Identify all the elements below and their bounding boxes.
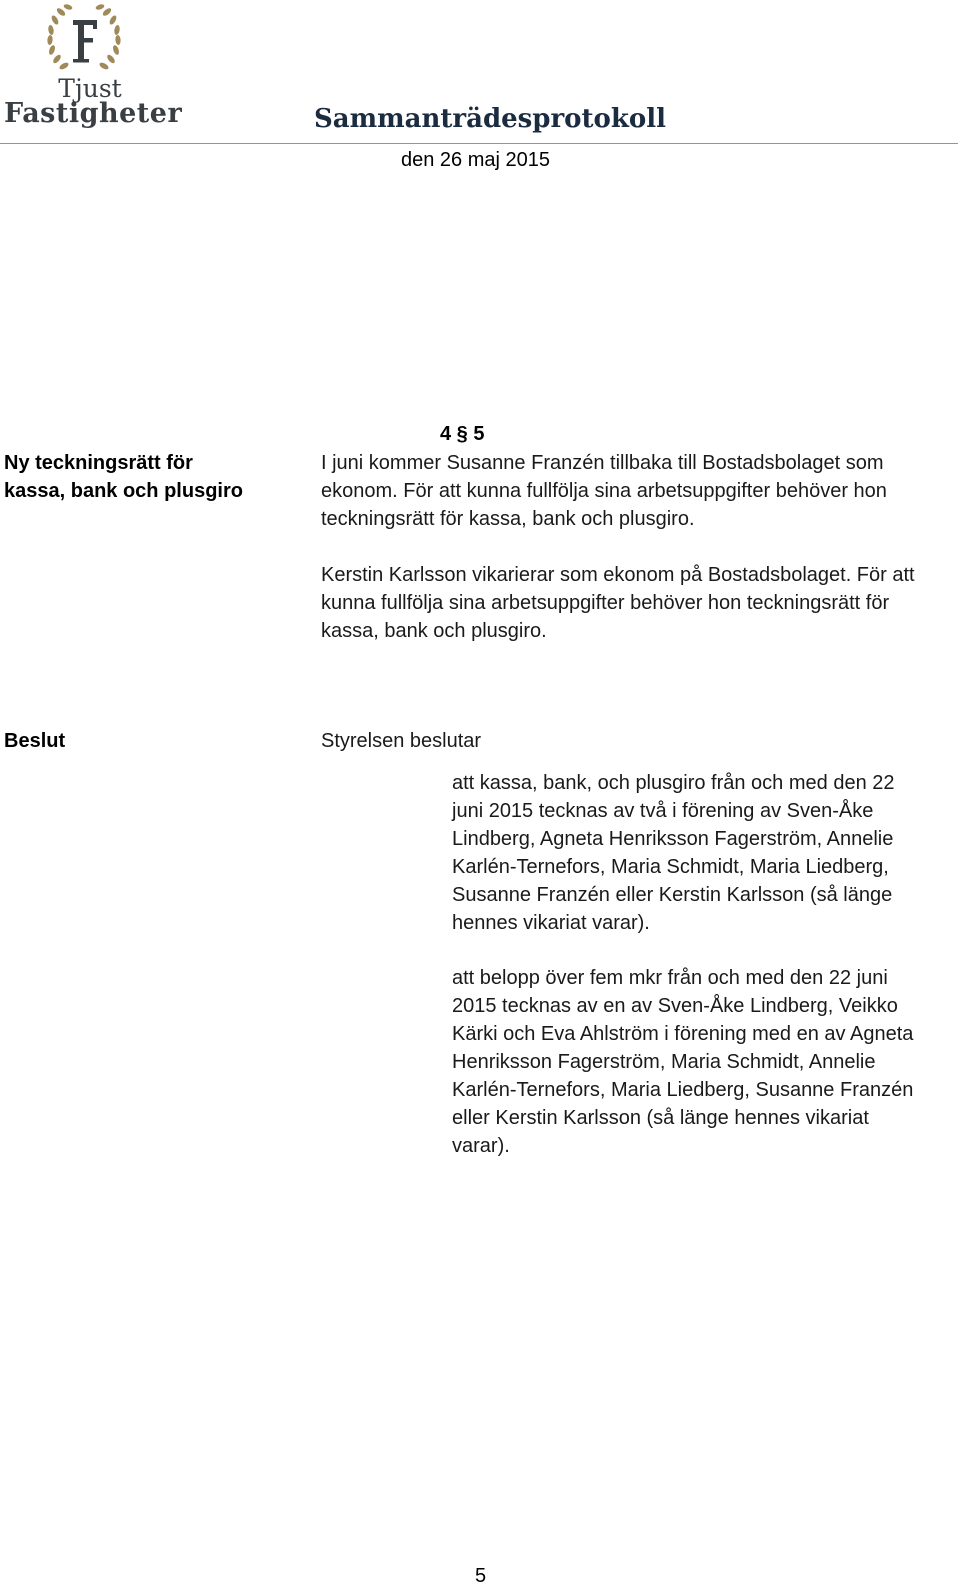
section-paragraph-2: Kerstin Karlsson vikarierar som ekonom på Bostadsbolaget. För att kunna fullfölja sina arbetsuppgifter behöver hon teckningsrätt för kassa, bank och plusgiro. bbox=[321, 564, 915, 642]
logo-text-line1: Tjust bbox=[58, 74, 122, 103]
page-number: 5 bbox=[475, 1565, 487, 1587]
document-date: den 26 maj 2015 bbox=[401, 149, 551, 171]
decision-item-1: att kassa, bank, och plusgiro från och med den 22 juni 2015 tecknas av två i förening av Sven-Åke Lindberg, Agneta Henriksson Fagerström, Annelie Karlén-Ternefors, Maria Schmidt, Maria Liedberg, Susanne Franzén eller Kerstin Karlsson (så länge hennes vikariat varar). bbox=[452, 772, 895, 934]
decision-item-2: att belopp över fem mkr från och med den 22 juni 2015 tecknas av en av Sven-Åke Lindberg, Veikko Kärki och Eva Ahlström i förening med en av Agneta Henriksson Fagerström, Maria Schmidt, Annelie Karlén-Ternefors, Maria Liedberg, Susanne Franzén eller Kerstin Karlsson (så länge hennes vikariat varar). bbox=[452, 967, 914, 1157]
header-divider bbox=[0, 143, 958, 144]
company-logo bbox=[4, 4, 183, 130]
decision-label: Beslut bbox=[4, 730, 66, 752]
document-title: Sammanträdesprotokoll bbox=[314, 104, 666, 134]
laurel-wreath-monogram-icon bbox=[4, 4, 164, 78]
logo-text-line2: Fastigheter bbox=[4, 98, 183, 129]
decision-intro: Styrelsen beslutar bbox=[321, 730, 482, 752]
section-number: 4 § 5 bbox=[440, 423, 485, 445]
section-paragraph-1: I juni kommer Susanne Franzén tillbaka till Bostadsbolaget som ekonom. För att kunna fullfölja sina arbetsuppgifter behöver hon teckningsrätt för kassa, bank och plusgiro. bbox=[321, 452, 887, 530]
section-label: Ny teckningsrätt för kassa, bank och plusgiro bbox=[4, 452, 243, 502]
